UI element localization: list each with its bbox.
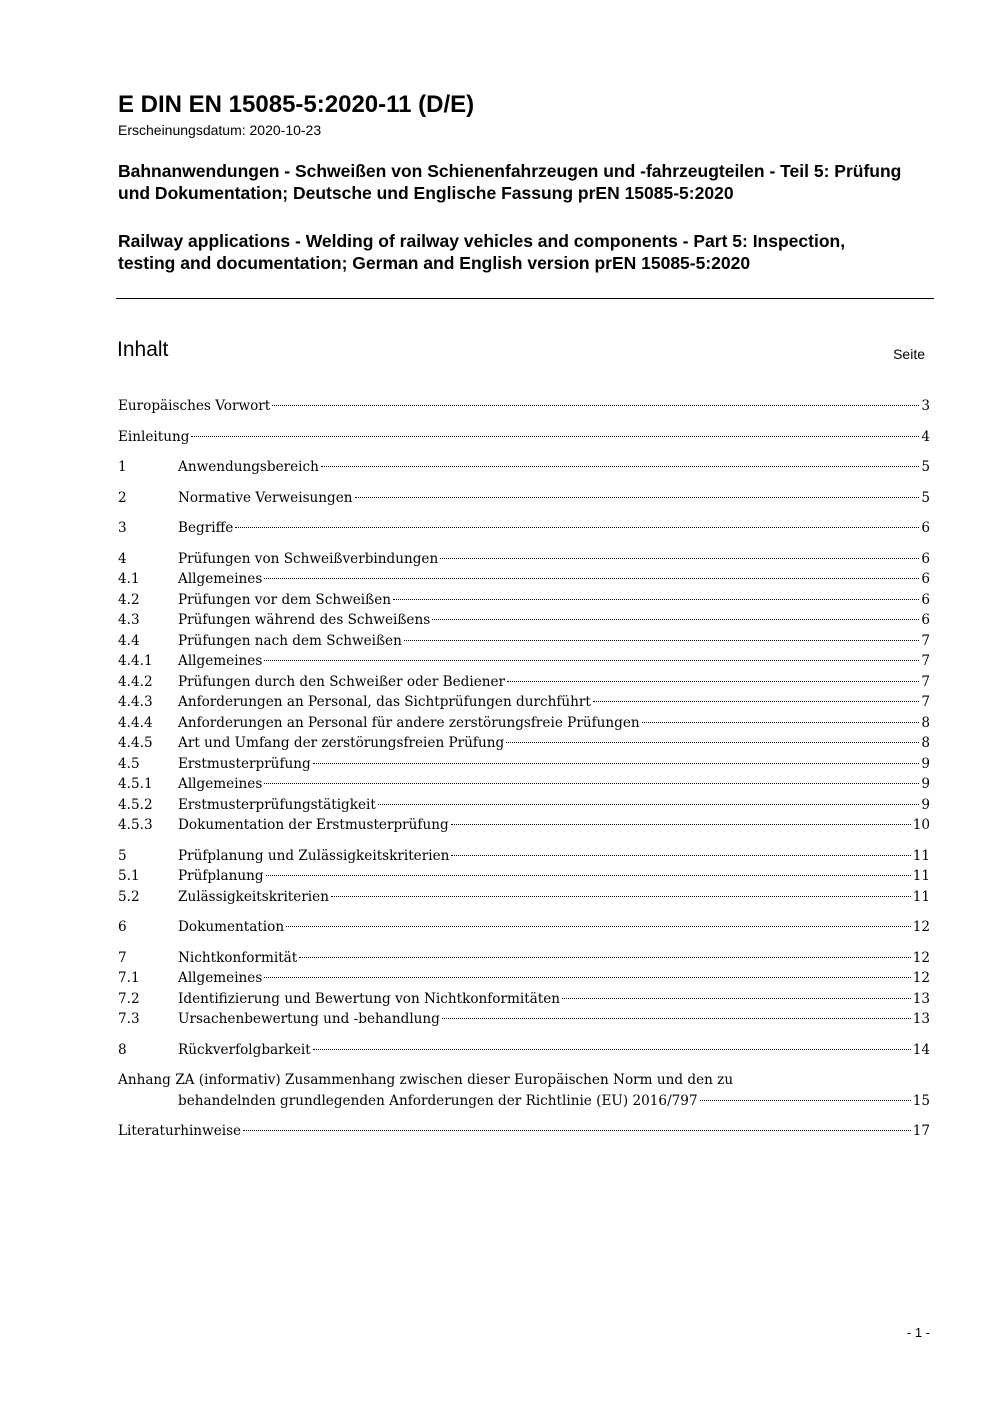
toc-entry-page: 10 xyxy=(912,817,930,833)
toc-entry[interactable] xyxy=(118,1040,930,1061)
toc-entry-number: 8 xyxy=(118,1041,127,1058)
toc-entry-page: 7 xyxy=(921,653,930,669)
toc-dot-leader xyxy=(451,855,910,856)
toc-dot-leader xyxy=(593,701,919,702)
toc-dot-leader xyxy=(393,599,919,600)
toc-annex-title-line2 xyxy=(118,1091,930,1112)
toc-dot-leader xyxy=(507,681,919,682)
toc-entry[interactable] xyxy=(118,549,930,570)
toc-entry-page: 9 xyxy=(921,796,930,813)
toc-group xyxy=(118,917,930,938)
toc-entry[interactable] xyxy=(118,457,930,478)
toc-entry-number: 5.2 xyxy=(118,888,140,905)
table-of-contents xyxy=(118,396,930,1152)
toc-entry-title: Prüfungen nach dem Schweißen xyxy=(178,632,402,649)
toc-group xyxy=(118,846,930,908)
toc-entry-title: Prüfplanung xyxy=(178,868,264,884)
toc-entry[interactable] xyxy=(118,518,930,539)
toc-entry-title: Europäisches Vorwort xyxy=(118,398,271,414)
toc-dot-leader xyxy=(506,742,919,743)
toc-entry-title: Rückverfolgbarkeit xyxy=(178,1041,311,1058)
toc-entry-title: Prüfungen von Schweißverbindungen xyxy=(178,550,439,567)
toc-entry-title: Nichtkonformität xyxy=(178,949,298,966)
publication-date: Erscheinungsdatum: 2020-10-23 xyxy=(118,122,322,138)
toc-entry-title: Ursachenbewertung und -behandlung xyxy=(178,1011,440,1027)
toc-entry[interactable] xyxy=(118,590,930,611)
toc-entry-page: 12 xyxy=(912,970,930,986)
title-english: Railway applications - Welding of railway vehicles and components - Part 5: Inspection, testing and documentation; German and English version prEN 15085-5:2020 xyxy=(118,231,846,273)
toc-entry-number: 4.4.1 xyxy=(118,653,153,669)
toc-entry[interactable] xyxy=(118,672,930,693)
toc-dot-leader xyxy=(266,875,911,876)
toc-entry-page: 6 xyxy=(921,520,930,536)
toc-entry[interactable] xyxy=(118,713,930,734)
toc-entry-page: 7 xyxy=(921,694,930,710)
toc-annex-entry[interactable] xyxy=(118,1070,930,1111)
toc-entry-page: 9 xyxy=(921,776,930,792)
toc-entry[interactable] xyxy=(118,754,930,775)
toc-entry[interactable] xyxy=(118,795,930,816)
toc-entry-title: Zulässigkeitskriterien xyxy=(178,888,329,905)
toc-entry-page: 3 xyxy=(921,398,930,414)
toc-entry-page: 7 xyxy=(921,632,930,649)
toc-entry[interactable] xyxy=(118,917,930,938)
toc-entry-number: 5 xyxy=(118,847,127,864)
toc-annex-title-text: behandelnden grundlegenden Anforderungen der Richtlinie (EU) 2016/797 xyxy=(178,1092,698,1109)
toc-entry-number: 7.3 xyxy=(118,1011,140,1027)
title-german: Bahnanwendungen - Schweißen von Schienenfahrzeugen und -fahrzeugteilen - Teil 5: Prüfung und Dokumentation; Deutsche und Englische Fassung prEN 15085-5:2020 xyxy=(118,161,902,203)
toc-entry-page: 5 xyxy=(921,459,930,475)
toc-dot-leader xyxy=(642,722,920,723)
toc-entry[interactable] xyxy=(118,846,930,867)
toc-entry-page: 11 xyxy=(912,888,930,905)
toc-entry-page: 6 xyxy=(921,550,930,567)
toc-entry-title: Prüfplanung und Zulässigkeitskriterien xyxy=(178,847,450,864)
toc-dot-leader xyxy=(299,957,910,958)
toc-entry[interactable] xyxy=(118,1009,930,1030)
toc-entry-number: 1 xyxy=(118,459,127,475)
toc-entry[interactable] xyxy=(118,887,930,908)
toc-entry[interactable] xyxy=(118,989,930,1010)
toc-entry-title: Allgemeines xyxy=(178,653,263,669)
toc-entry-title: Prüfungen durch den Schweißer oder Bediener xyxy=(178,673,506,690)
header-divider xyxy=(116,298,934,299)
toc-entry-title: Identifizierung und Bewertung von Nichtkonformitäten xyxy=(178,990,561,1007)
toc-entry-page: 5 xyxy=(921,489,930,506)
toc-entry[interactable] xyxy=(118,866,930,887)
toc-dot-leader xyxy=(191,436,919,437)
toc-entry[interactable] xyxy=(118,1121,930,1142)
toc-entry-title: Anwendungsbereich xyxy=(178,459,319,475)
toc-entry[interactable] xyxy=(118,651,930,672)
toc-entry-page: 11 xyxy=(912,847,930,864)
toc-group xyxy=(118,549,930,836)
toc-dot-leader xyxy=(442,1018,911,1019)
toc-entry-page: 8 xyxy=(921,714,930,731)
toc-dot-leader xyxy=(235,527,919,528)
toc-group xyxy=(118,396,930,417)
toc-entry-title: Normative Verweisungen xyxy=(178,489,353,506)
toc-entry-number: 4.3 xyxy=(118,612,140,628)
toc-entry[interactable] xyxy=(118,692,930,713)
toc-entry[interactable] xyxy=(118,968,930,989)
toc-entry[interactable] xyxy=(118,733,930,754)
page-number: - 1 - xyxy=(906,1325,930,1340)
toc-group xyxy=(118,518,930,539)
toc-entry-title: Prüfungen während des Schweißens xyxy=(178,612,431,628)
toc-group xyxy=(118,1121,930,1142)
toc-entry-number: 4.5.2 xyxy=(118,796,153,813)
toc-group xyxy=(118,948,930,1030)
toc-entry[interactable] xyxy=(118,815,930,836)
toc-entry-page: 15 xyxy=(912,1092,930,1109)
toc-entry-title: Allgemeines xyxy=(178,776,263,792)
toc-entry-number: 2 xyxy=(118,489,127,506)
toc-entry-page: 11 xyxy=(912,868,930,884)
toc-dot-leader xyxy=(432,619,919,620)
document-id: E DIN EN 15085-5:2020-11 (D/E) xyxy=(118,91,475,118)
toc-entry-title: Prüfungen vor dem Schweißen xyxy=(178,591,391,608)
toc-entry[interactable] xyxy=(118,488,930,509)
toc-annex-title-line1: Anhang ZA (informativ) Zusammenhang zwischen dieser Europäischen Norm und den zu xyxy=(118,1072,734,1088)
toc-entry-page: 14 xyxy=(912,1041,930,1058)
toc-page-label: Seite xyxy=(893,346,925,362)
toc-entry-page: 12 xyxy=(912,919,930,935)
toc-entry-page: 7 xyxy=(921,673,930,690)
toc-entry-number: 4.4.5 xyxy=(118,735,153,751)
toc-entry-number: 4.4.3 xyxy=(118,694,153,710)
toc-entry-title: Erstmusterprüfungstätigkeit xyxy=(178,796,376,813)
toc-entry-title: Art und Umfang der zerstörungsfreien Prüfung xyxy=(178,735,505,751)
toc-dot-leader xyxy=(264,578,919,579)
toc-entry[interactable] xyxy=(118,631,930,652)
toc-entry-number: 4.1 xyxy=(118,571,140,587)
toc-entry-title: Anforderungen an Personal für andere zerstörungsfreie Prüfungen xyxy=(178,714,640,731)
toc-dot-leader xyxy=(272,405,919,406)
toc-entry-page: 13 xyxy=(912,1011,930,1027)
toc-entry-title: Begriffe xyxy=(178,520,234,536)
toc-entry-page: 4 xyxy=(921,428,930,445)
toc-entry-number: 4.2 xyxy=(118,591,140,608)
toc-group xyxy=(118,457,930,478)
toc-dot-leader xyxy=(378,804,920,805)
toc-entry-page: 17 xyxy=(912,1123,930,1139)
toc-dot-leader xyxy=(451,824,911,825)
toc-entry-title: Dokumentation der Erstmusterprüfung xyxy=(178,817,449,833)
toc-dot-leader xyxy=(404,640,919,641)
toc-entry[interactable] xyxy=(118,427,930,448)
toc-entry-page: 6 xyxy=(921,571,930,587)
toc-entry-number: 4.4.2 xyxy=(118,673,153,690)
toc-entry-title: Dokumentation xyxy=(178,919,285,935)
toc-dot-leader xyxy=(313,763,920,764)
toc-dot-leader xyxy=(264,783,919,784)
toc-entry-number: 4 xyxy=(118,550,127,567)
toc-entry-page: 8 xyxy=(921,735,930,751)
toc-entry[interactable] xyxy=(118,774,930,795)
toc-entry-number: 4.4.4 xyxy=(118,714,153,731)
toc-dot-leader xyxy=(264,977,910,978)
toc-group xyxy=(118,488,930,509)
toc-entry[interactable] xyxy=(118,610,930,631)
toc-entry[interactable] xyxy=(118,948,930,969)
toc-group xyxy=(118,427,930,448)
toc-dot-leader xyxy=(440,558,919,559)
toc-entry-title: Allgemeines xyxy=(178,571,263,587)
toc-entry-number: 4.5.3 xyxy=(118,817,153,833)
toc-dot-leader xyxy=(243,1130,911,1131)
toc-entry-number: 6 xyxy=(118,919,127,935)
toc-entry-number: 4.5 xyxy=(118,755,140,772)
toc-dot-leader xyxy=(331,896,911,897)
toc-dot-leader xyxy=(264,660,919,661)
toc-entry-number: 5.1 xyxy=(118,868,140,884)
toc-entry-title: Anforderungen an Personal, das Sichtprüfungen durchführt xyxy=(178,694,591,710)
toc-dot-leader xyxy=(355,497,920,498)
toc-entry-number: 7.1 xyxy=(118,970,140,986)
toc-group xyxy=(118,1040,930,1061)
toc-dot-leader xyxy=(321,466,919,467)
toc-entry[interactable] xyxy=(118,396,930,417)
toc-entry-number: 7.2 xyxy=(118,990,140,1007)
toc-entry-title: Allgemeines xyxy=(178,970,263,986)
toc-entry-page: 9 xyxy=(921,755,930,772)
toc-entry-page: 6 xyxy=(921,612,930,628)
toc-dot-leader xyxy=(700,1100,911,1101)
toc-entry-title: Erstmusterprüfung xyxy=(178,755,311,772)
toc-entry-number: 4.4 xyxy=(118,632,140,649)
toc-entry-page: 6 xyxy=(921,591,930,608)
toc-entry-number: 7 xyxy=(118,949,127,966)
toc-entry-page: 13 xyxy=(912,990,930,1007)
toc-entry-page: 12 xyxy=(912,949,930,966)
toc-entry-title: Literaturhinweise xyxy=(118,1123,242,1139)
toc-dot-leader xyxy=(562,998,911,999)
toc-heading: Inhalt xyxy=(117,338,169,361)
toc-dot-leader xyxy=(313,1049,911,1050)
toc-entry-number: 3 xyxy=(118,520,127,536)
toc-entry-title: Einleitung xyxy=(118,428,190,445)
toc-entry-number: 4.5.1 xyxy=(118,776,153,792)
toc-dot-leader xyxy=(286,926,911,927)
toc-entry[interactable] xyxy=(118,569,930,590)
